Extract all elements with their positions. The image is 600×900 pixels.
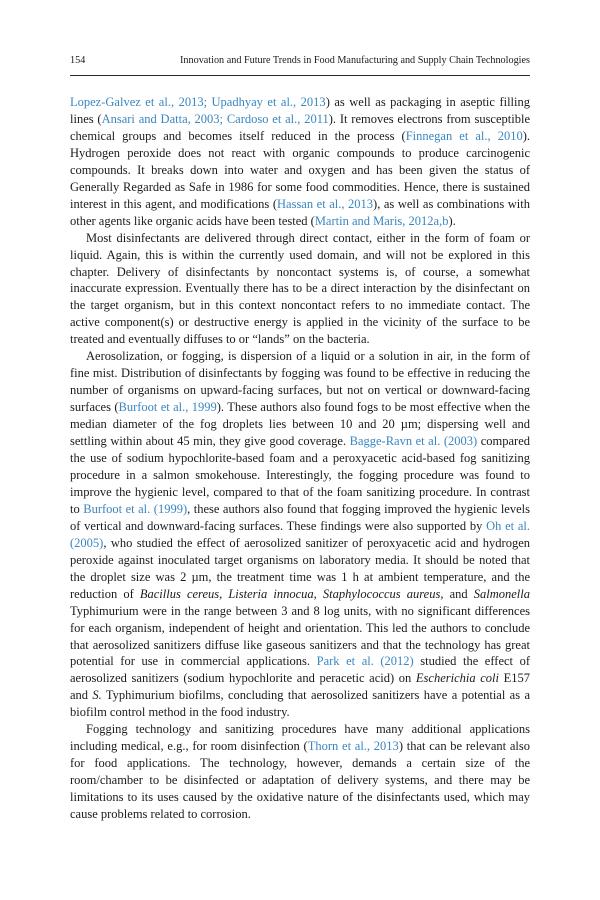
page-number: 154 <box>70 55 86 66</box>
citation-link[interactable]: Thorn et al., 2013 <box>307 739 399 754</box>
citation-link[interactable]: Ansari and Datta, 2003; Cardoso et al., 2011 <box>101 111 329 126</box>
text-run: , <box>219 586 229 601</box>
body-text <box>70 94 530 823</box>
text-run: ) that can be relevant also for food applications. The technology, however, demands a certain size of the room/chamber to be disinfected or adaptation of delivery systems, and there may be limitations to its uses caused by the oxidative nature of the disinfectants used, which may cause problems related to corrosion. <box>70 739 530 822</box>
citation-link[interactable]: Oh et al. (2005) <box>70 518 530 550</box>
species-name: S. <box>92 688 102 703</box>
paragraph <box>70 230 530 349</box>
species-name: Listeria innocua <box>228 586 314 601</box>
text-run: , <box>313 586 323 601</box>
running-title: Innovation and Future Trends in Food Manufacturing and Supply Chain Technologies <box>180 55 530 66</box>
text-run: ). <box>448 213 456 228</box>
paragraph <box>70 721 530 823</box>
paragraph <box>70 94 530 230</box>
citation-link[interactable]: Hassan et al., 2013 <box>277 196 374 211</box>
text-run: Typhimurium biofilms, concluding that aerosolized sanitizers have a potential as a biofilm control method in the food industry. <box>70 688 530 720</box>
text-run: Fogging technology and sanitizing procedures have many additional applications including medical, e.g., for room disinfection ( <box>70 722 530 754</box>
citation-link[interactable]: Burfoot et al. (1999) <box>83 501 188 516</box>
citation-link[interactable]: Lopez-Galvez et al., 2013; Upadhyay et al., 2013 <box>70 95 326 109</box>
running-header <box>70 47 530 76</box>
text-run: Typhimurium were in the range between 3 and 8 log units, with no significant differences for each organism, independent of height and orientation. This led the authors to conclude that aerosolized sanitizers diffuse like gaseous sanitizers and that the technology has great potential for use in commercial applications. <box>70 603 530 669</box>
species-name: Bacillus cereus <box>139 586 220 601</box>
text-run: ). It removes electrons from susceptible chemical groups and becomes itself reduced in the process ( <box>70 111 530 143</box>
species-name: Escherichia coli <box>415 671 499 686</box>
text-run: E157 and <box>70 671 530 703</box>
text-run: , who studied the effect of aerosolized sanitizer of peroxyacetic acid and hydrogen peroxide against inoculated target organisms on laboratory media. It should be noted that the droplet size was 2 µm, the treatment time was 1 h at ambient temperature, and the reduction of <box>70 535 530 601</box>
text-run: , and <box>440 586 474 601</box>
text-run: ), as well as combinations with other agents like organic acids have been tested ( <box>70 196 530 228</box>
text-run: Most disinfectants are delivered through direct contact, either in the form of foam or liquid. Again, this is within the currently used domain, and will not be explored in this chapter. Delivery of disinfectants by noncontact systems is, of course, a somewhat inaccurate expression. Eventually there has to be a direct interaction by the disinfectant on the target organism, but in this context noncontact refers to no immediate contact. The active component(s) or destructive energy is applied in the vicinity of the surface to be treated and eventually diffuses to or “lands” on the bacteria. <box>70 230 530 347</box>
citation-link[interactable]: Burfoot et al., 1999 <box>118 400 217 415</box>
citation-link[interactable]: Park et al. (2012) <box>316 654 414 669</box>
text-run: , these authors also found that fogging improved the hygienic levels of vertical and downward-facing surfaces. These findings were also supported by <box>70 501 530 533</box>
text-run: ). Hydrogen peroxide does not react with organic compounds to produce carcinogenic compounds. It breaks down into water and oxygen and has been given the status of Generally Regarded as Safe in 1986 for some food commodities. Hence, there is sustained interest in this agent, and modifications ( <box>70 128 530 211</box>
text-run: ) as well as packaging in aseptic filling lines ( <box>70 95 531 126</box>
text-run: Aerosolization, or fogging, is dispersion of a liquid or a solution in air, in the form of fine mist. Distribution of disinfectants by fogging was found to be effective in reducing the number of organisms on upward-facing surfaces, but not on vertical or downward-facing surfaces ( <box>70 349 530 415</box>
species-name: Salmonella <box>473 586 530 601</box>
paragraph <box>70 348 530 721</box>
text-run: studied the effect of aerosolized sanitizers (sodium hypochlorite and peracetic acid) on <box>70 654 531 686</box>
citation-link[interactable]: Bagge-Ravn et al. (2003) <box>349 434 478 449</box>
citation-link[interactable]: Finnegan et al., 2010 <box>405 128 523 143</box>
species-name: Staphylococcus aureus <box>322 586 441 601</box>
text-run: compared the use of sodium hypochlorite-based foam and a peroxyacetic acid-based fog sanitizing procedure in a salmon smokehouse. Interestingly, the fogging procedure was found to improve the hygienic level, compared to that of the foam sanitizing procedure. In contrast to <box>70 434 530 516</box>
text-run: ). These authors also found fogs to be most effective when the median diameter of the fog droplets lies between 10 and 20 µm; dispersing well and settling within about 45 min, they give good coverage. <box>70 400 530 449</box>
citation-link[interactable]: Martin and Maris, 2012a,b <box>314 213 449 228</box>
